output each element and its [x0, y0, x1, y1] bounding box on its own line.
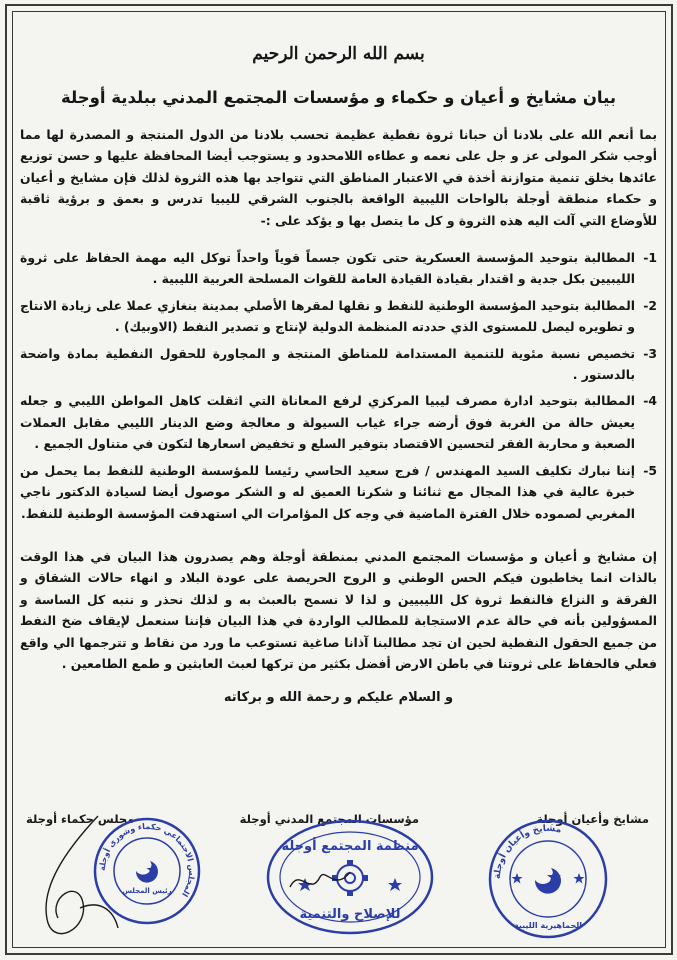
- item-number: -5: [643, 462, 657, 478]
- council-signature-label: مجلس حكماء أوجلة: [26, 812, 135, 826]
- list-item: [20, 343, 657, 386]
- stamp-bottom-text: للإصلاح والتنمية: [299, 907, 401, 922]
- item-text: إننا نبارك تكليف السيد المهندس / فرج سعيد الحاسي رئيسا للمؤسسة الوطنية للنفط بما يحمل من خبرة عالية في هذا المجال مع ثنائنا و شكرنا العميق له و الشكر موصول أيضا لسيادة الدكتور ناجي المغربي لصموده خلال الفترة الماضية في وجه كل المؤامرات الي استهدفت المؤسسة الوطنية للنفط.: [20, 462, 635, 521]
- demands-list: [20, 247, 657, 524]
- list-item: [20, 390, 657, 454]
- list-item: [20, 247, 657, 290]
- item-number: -3: [643, 345, 657, 361]
- item-number: -4: [643, 393, 657, 409]
- stamp-bottom-text: الجماهيرية الليبية: [514, 921, 582, 930]
- item-text: تخصيص نسبة مئوية للتنمية المستدامة للمناطق المنتجة و المجاورة للحقول النفطية بمادة واضحة بالدستور .: [20, 345, 635, 383]
- item-number: -1: [643, 250, 657, 266]
- council-signature-scribble: [28, 808, 138, 948]
- item-text: المطالبة بتوحيد المؤسسة العسكرية حتى تكون جسماً قوياً واحداً توكل اليه مهمة الحفاظ على ثروة الليبيين بكل جدية و اقتدار بقيادة القيادة العامة للقوات المسلحة العربية الليبية .: [20, 250, 635, 287]
- list-item: [20, 460, 657, 524]
- svg-text:مشايخ وأعيان أوجلة: [493, 824, 562, 879]
- document-title: بيان مشايخ و أعيان و حكماء و مؤسسات المجتمع المدني ببلدية أوجلة: [60, 88, 617, 107]
- item-text: المطالبة بتوحيد المؤسسة الوطنية للنفط و نقلها لمقرها الأصلي بمدينة بنغازي عملا على زيادة الانتاج و تطويره ليصل للمستوى الذي حددته المنظمة الدولية لإنتاج و تصدير النفط (الاوبيك) .: [20, 297, 635, 335]
- document-content: [20, 34, 657, 718]
- list-item: [20, 295, 657, 338]
- stamp-inner-text: رئيس المجلس: [122, 887, 172, 895]
- item-text: المطالبة بتوحيد ادارة مصرف ليبيا المركزي لرفع المعاناة التي اثقلت كاهل المواطن الليبي و جعله يعيش حالة من الغربة فوق أرضه جراء غياب السيولة و معالجة وضع الدينار الليبي مقابل العملات الصعبة و محاربة الفقر لتحسين الاقتصاد بتوفير السلع و تخفيض اسعارها لتكون في متناول الجميع .: [20, 393, 635, 452]
- closing-greeting: و السلام عليكم و رحمة الله و بركاته: [223, 690, 454, 706]
- closing-paragraph: إن مشايخ و أعيان و مؤسسات المجتمع المدني بمنطقة أوجلة وهم يصدرون هذا البيان في هذا الوقت بالذات انما يخاطبون فيكم الحس الوطني و الروح الحريصة على عودة البلاد و انهاء حالات الشقاق و الفرقة و النزاع فالنفط ثروة كل الليبيين و لذا لا نسمح بالعبث به و لذلك نحذر و ننبه كل الساسة و المسؤولين بأنه في حالة عدم الاستجابة للمطالب الواردة في هذا البيان فإننا سنعمل لإيقاف ضخ النفط من جميع الحقول النفطية لحين ان تجد مطالبنا آذانا صاغية تستوعب ما ورد من نقاط و تترجمها الي واقع فعلي فالحفاظ على ثروتنا في باطن الارض أفضل بكثير من تركها لعبث العابثين و طمع الطامعين .: [20, 548, 657, 671]
- stamp-text: مشايخ وأعيان أوجلة: [492, 823, 563, 880]
- item-number: -2: [643, 297, 657, 313]
- civil-society-signature-scribble: [285, 862, 355, 902]
- sheikhs-stamp: [487, 818, 609, 940]
- stamp-top-text: منظمة المجتمع أوجلة: [281, 839, 419, 854]
- intro-paragraph: بما أنعم الله على بلادنا أن حبانا ثروة نفطية عظيمة تحسب بلادنا من الدول المنتجة و المصدرة لها مما أوجب شكر المولى عز و جل على نعمه و عطاءه اللامحدود و يستوجب أيضا المحافظة عليها و حسن توزيع عائدها بخلق تنمية متوازنة أخذة في الاعتبار المناطق التي تتواجد بها هذه الثروة لذلك فإن مشايخ و أعيان و حكماء منطقة أوجلة بالواحات الليبية الواقعة بالجنوب الشرقي لليبيا تدرس و بعمق و برؤية ثاقبة للأوضاع التي آلت اليه هذه الثروة و كل ما يتصل بها و يؤكد على :-: [20, 127, 657, 228]
- stamp-text: المجلس الاجتماعي حكماء وشورى أوجلة: [97, 821, 197, 899]
- civil-society-signature-label: مؤسسات المجتمع المدني أوجلة: [239, 812, 419, 826]
- basmala: بسم الله الرحمن الرحيم: [252, 44, 425, 64]
- sheikhs-signature-label: مشايخ وأعيان أوجلة: [536, 812, 649, 826]
